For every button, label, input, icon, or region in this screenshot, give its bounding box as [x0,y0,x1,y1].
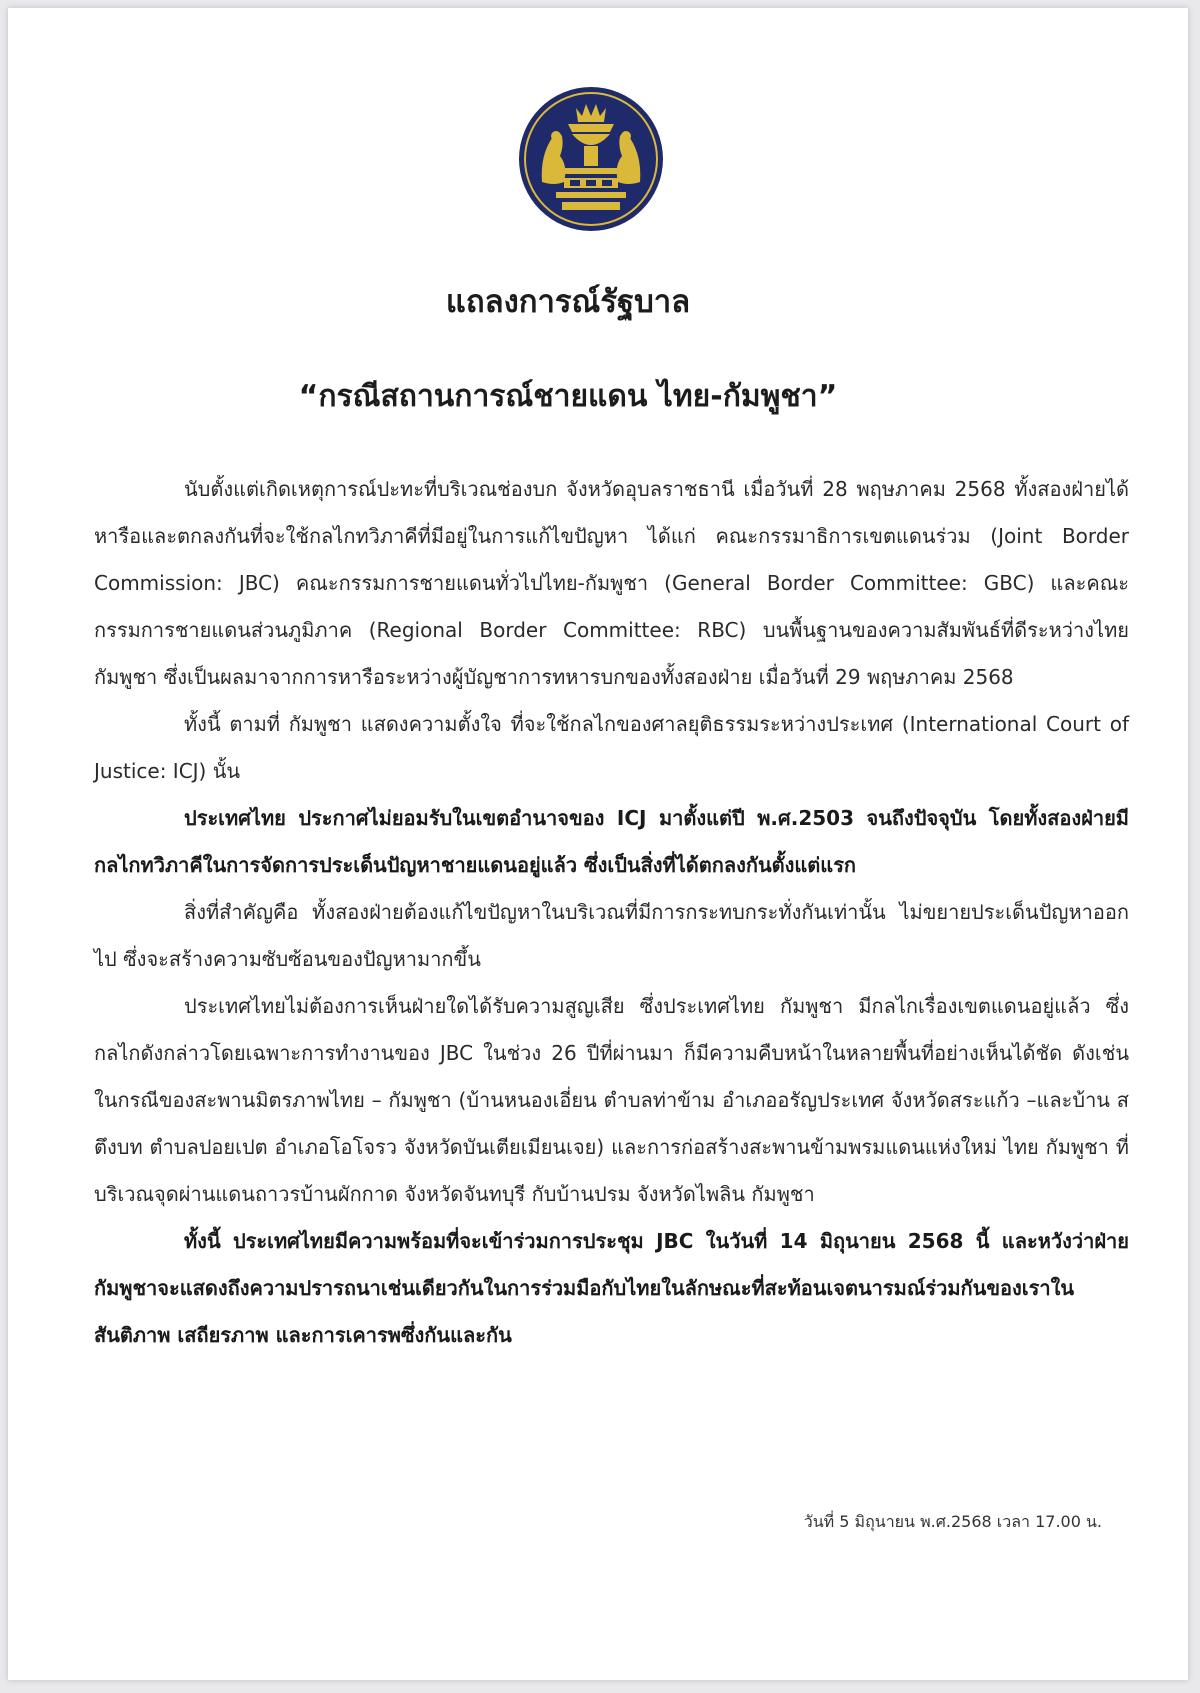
paragraph-6-bold: ทั้งนี้ ประเทศไทยมีความพร้อมที่จะเข้าร่วมการประชุม JBC ในวันที่ 14 มิถุนายน 2568 นี้ และหวังว่าฝ่ายกัมพูชาจะแสดงถึงความปรารถนาเช่นเดียวกันในการร่วมมือกับไทยในลักษณะที่สะท้อนเจตนารมณ์ร่วมกันของเราในสันติภาพ เสถียรภาพ และการเคารพซึ่งกันและกัน [94,1229,1129,1347]
paragraph-1: นับตั้งแต่เกิดเหตุการณ์ปะทะที่บริเวณช่องบก จังหวัดอุบลราชธานี เมื่อวันที่ 28 พฤษภาคม 2568 ทั้งสองฝ่ายได้หารือและตกลงกันที่จะใช้กลไกทวิภาคีที่มีอยู่ในการแก้ไขปัญหา ได้แก่ คณะกรรมาธิการเขตแดนร่วม (Joint Border Commission: JBC) คณะกรรมการชายแดนทั่วไปไทย-กัมพูชา (General Border Committee: GBC) และคณะกรรมการชายแดนส่วนภูมิภาค (Regional Border Committee: RBC) บนพื้นฐานของความสัมพันธ์ที่ดีระหว่างไทย กัมพูชา ซึ่งเป็นผลมาจากการหารือระหว่างผู้บัญชาการทหารบกของทั้งสองฝ่าย เมื่อวันที่ 29 พฤษภาคม 2568 [94,477,1129,689]
thai-government-seal-icon [518,86,664,232]
document-title: แถลงการณ์รัฐบาล [445,284,691,320]
document-body [94,466,1129,1359]
paragraph-4: สิ่งที่สำคัญคือ ทั้งสองฝ่ายต้องแก้ไขปัญหาในบริเวณที่มีการกระทบกระทั่งกันเท่านั้น ไม่ขยายประเด็นปัญหาออกไป ซึ่งจะสร้างความซับซ้อนของปัญหามากขึ้น [94,900,1129,971]
paragraph-2: ทั้งนี้ ตามที่ กัมพูชา แสดงความตั้งใจ ที่จะใช้กลไกของศาลยุติธรรมระหว่างประเทศ (International Court of Justice: ICJ) นั้น [94,712,1129,783]
document-page [8,8,1188,1680]
paragraph-3-bold: ประเทศไทย ประกาศไม่ยอมรับในเขตอำนาจของ ICJ มาตั้งแต่ปี พ.ศ.2503 จนถึงปัจจุบัน โดยทั้งสองฝ่ายมีกลไกทวิภาคีในการจัดการประเด็นปัญหาชายแดนอยู่แล้ว ซึ่งเป็นสิ่งที่ได้ตกลงกันตั้งแต่แรก [94,806,1129,877]
paragraph-5: ประเทศไทยไม่ต้องการเห็นฝ่ายใดได้รับความสูญเสีย ซึ่งประเทศไทย กัมพูชา มีกลไกเรื่องเขตแดนอยู่แล้ว ซึ่งกลไกดังกล่าวโดยเฉพาะการทำงานของ JBC ในช่วง 26 ปีที่ผ่านมา ก็มีความคืบหน้าในหลายพื้นที่อย่างเห็นได้ชัด ดังเช่นในกรณีของสะพานมิตรภาพไทย – กัมพูชา (บ้านหนองเอี่ยน ตำบลท่าข้าม อำเภออรัญประเทศ จังหวัดสระแก้ว –และบ้าน สตึงบท ตำบลปอยเปต อำเภอโอโจรว จังหวัดบันเตียเมียนเจย) และการก่อสร้างสะพานข้ามพรมแดนแห่งใหม่ ไทย กัมพูชา ที่บริเวณจุดผ่านแดนถาวรบ้านผักกาด จังหวัดจันทบุรี กับบ้านปรม จังหวัดไพลิน กัมพูชา [94,994,1129,1206]
date-time-signoff: วันที่ 5 มิถุนายน พ.ศ.2568 เวลา 17.00 น. [803,1512,1102,1531]
document-subtitle: “กรณีสถานการณ์ชายแดน ไทย-กัมพูชา” [298,379,838,414]
